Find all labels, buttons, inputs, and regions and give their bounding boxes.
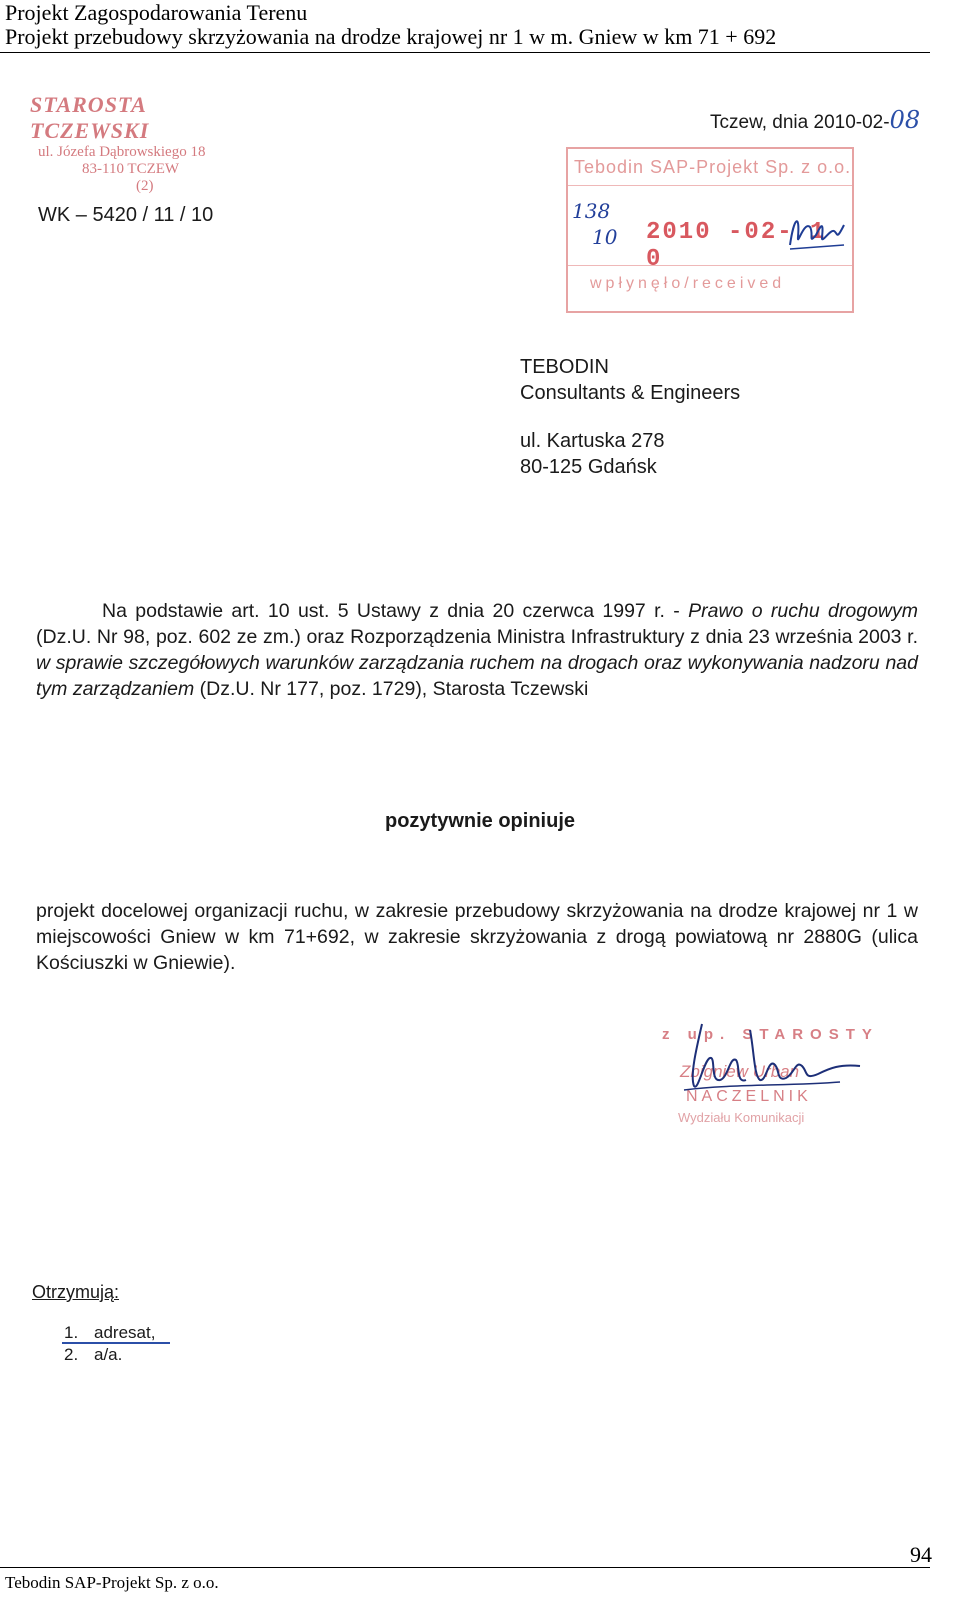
footer-rule [0, 1567, 930, 1568]
received-stamp-divider [568, 185, 852, 186]
body-p1-part-a: Na podstawie art. 10 ust. 5 Ustawy z dnia 20 czerwca 1997 r. - [102, 600, 689, 622]
signature-stamp-authority: z up. STAROSTY [662, 1026, 879, 1043]
addressee-block [520, 354, 740, 480]
recipients-underline [62, 1342, 170, 1344]
body-paragraph-legal-basis [36, 598, 918, 702]
body-p1-regulation-title: w sprawie szczegółowych warunków zarządzania ruchem na drogach oraz wykonywania nadzoru nad tym zarządzaniem [36, 652, 918, 700]
reference-number: WK – 5420 / 11 / 10 [38, 204, 214, 226]
received-stamp-company: Tebodin SAP-Projekt Sp. z o.o. [574, 157, 852, 177]
sender-stamp-code: (2) [136, 178, 154, 194]
signature-stamp-role: NACZELNIK [686, 1088, 812, 1105]
signature-stamp-department: Wydziału Komunikacji [678, 1110, 805, 1125]
addressee-subtitle: Consultants & Engineers [520, 382, 741, 404]
sender-stamp-city: 83-110 TCZEW [82, 161, 180, 177]
sender-stamp-street: ul. Józefa Dąbrowskiego 18 [38, 144, 206, 160]
body-p1-part-c: (Dz.U. Nr 98, poz. 602 ze zm.) oraz Rozporządzenia Ministra Infrastruktury z dnia 23 września 2003 r. [36, 626, 918, 648]
received-stamp-date: 2010 -02- 1 0 [646, 219, 827, 273]
addressee-city: 80-125 Gdańsk [520, 456, 657, 478]
header-title: Projekt Zagospodarowania Terenu [5, 0, 308, 25]
received-stamp-handwritten-number: 138 [572, 199, 611, 223]
signature-stamp-person: Zbigniew Urban [680, 1062, 800, 1081]
place-date [710, 106, 920, 134]
opinion-heading: pozytywnie opiniuje [384, 810, 575, 832]
body-p1-part-e: (Dz.U. Nr 177, poz. 1729), Starosta Tczewski [194, 678, 589, 700]
footer-company: Tebodin SAP-Projekt Sp. z o.o. [5, 1573, 219, 1592]
recipients-title: Otrzymują: [32, 1282, 120, 1302]
page-number: 94 [910, 1542, 932, 1567]
addressee-street: ul. Kartuska 278 [520, 430, 665, 452]
sender-stamp [30, 92, 270, 195]
page-header [0, 0, 930, 53]
recipients-list [64, 1322, 155, 1366]
received-stamp-handwritten-number-2: 10 [592, 225, 618, 249]
received-stamp [566, 147, 854, 313]
header-subtitle: Projekt przebudowy skrzyżowania na drodze krajowej nr 1 w m. Gniew w km 71 + 692 [5, 24, 777, 49]
body-paragraph-project: projekt docelowej organizacji ruchu, w zakresie przebudowy skrzyżowania na drodze krajowej nr 1 w miejscowości Gniew w km 71+692, w zakresie skrzyżowania z drogą powiatową nr 2880G (ulica Kościuszki w Gniewie). [36, 900, 918, 974]
received-stamp-footer: wpłynęło/received [590, 275, 786, 292]
place-date-printed: Tczew, dnia 2010-02- [710, 112, 890, 133]
list-item: 2. a/a. [64, 1345, 123, 1364]
body-p1-law-title: Prawo o ruchu drogowym [688, 600, 918, 622]
sender-stamp-title: STAROSTA TCZEWSKI [30, 92, 150, 143]
list-item: 1. adresat, [64, 1323, 156, 1342]
place-date-handwritten-day: 08 [889, 106, 921, 134]
addressee-name: TEBODIN [520, 356, 609, 378]
signature-stamp [650, 1020, 880, 1140]
received-stamp-divider-2 [568, 265, 852, 266]
handwritten-signature-icon [670, 1020, 870, 1100]
received-stamp-signature-icon [786, 207, 848, 257]
